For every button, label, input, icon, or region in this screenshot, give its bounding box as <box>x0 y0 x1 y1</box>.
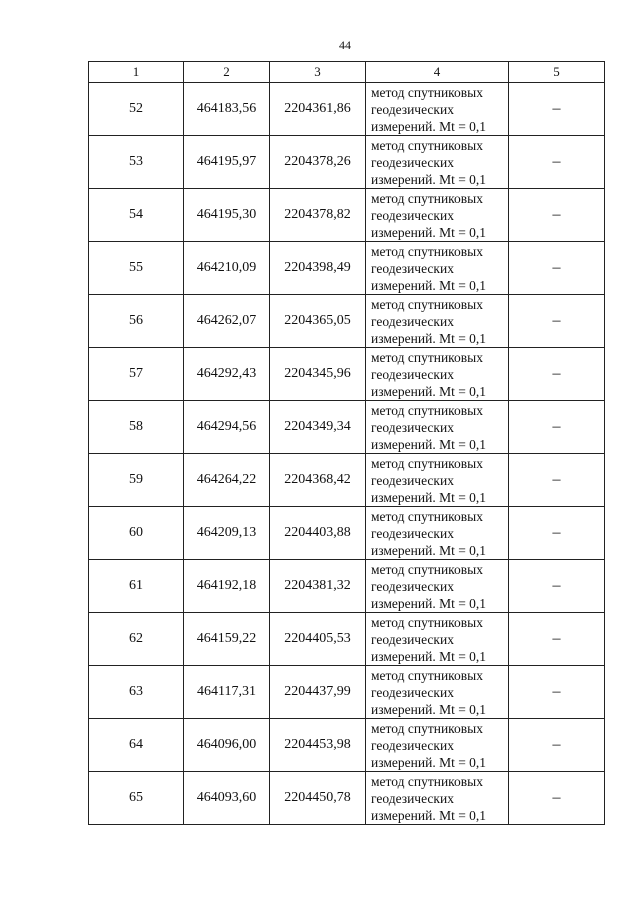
method-text-line: геодезических <box>371 419 454 435</box>
method-text-line: геодезических <box>371 101 454 117</box>
table-row <box>89 295 605 348</box>
method-text-line: геодезических <box>371 525 454 541</box>
point-number-cell: 65 <box>89 772 184 825</box>
point-number-cell: 59 <box>89 454 184 507</box>
method-cell <box>366 719 509 772</box>
table-row <box>89 83 605 136</box>
point-number-cell: 54 <box>89 189 184 242</box>
method-text-line: метод спутниковых <box>371 455 483 471</box>
dash-cell: – <box>509 348 605 401</box>
method-text-line: геодезических <box>371 737 454 753</box>
x-coordinate-cell: 464159,22 <box>184 613 270 666</box>
table-row <box>89 772 605 825</box>
method-text-line: геодезических <box>371 260 454 276</box>
method-cell <box>366 613 509 666</box>
table-row <box>89 666 605 719</box>
method-text-line: геодезических <box>371 366 454 382</box>
dash-cell: – <box>509 772 605 825</box>
method-text-line: метод спутниковых <box>371 508 483 524</box>
method-cell <box>366 507 509 560</box>
method-text-line: метод спутниковых <box>371 137 483 153</box>
column-header-4: 4 <box>366 62 509 83</box>
method-text-line: измерений. Mt = 0,1 <box>371 224 487 240</box>
y-coordinate-cell: 2204403,88 <box>270 507 366 560</box>
dash-cell: – <box>509 507 605 560</box>
method-text-line: геодезических <box>371 154 454 170</box>
table-row <box>89 136 605 189</box>
table-row <box>89 189 605 242</box>
method-text-line: геодезических <box>371 313 454 329</box>
method-text-line: метод спутниковых <box>371 667 483 683</box>
method-text-line: измерений. Mt = 0,1 <box>371 754 487 770</box>
dash-cell: – <box>509 295 605 348</box>
method-text-line: измерений. Mt = 0,1 <box>371 383 487 399</box>
table-row <box>89 719 605 772</box>
method-text-line: метод спутниковых <box>371 190 483 206</box>
method-text-line: метод спутниковых <box>371 349 483 365</box>
method-text-line: метод спутниковых <box>371 614 483 630</box>
x-coordinate-cell: 464195,30 <box>184 189 270 242</box>
x-coordinate-cell: 464183,56 <box>184 83 270 136</box>
method-cell <box>366 189 509 242</box>
page-number: 44 <box>339 38 351 52</box>
y-coordinate-cell: 2204378,82 <box>270 189 366 242</box>
table-row <box>89 242 605 295</box>
method-text-line: метод спутниковых <box>371 296 483 312</box>
y-coordinate-cell: 2204453,98 <box>270 719 366 772</box>
x-coordinate-cell: 464264,22 <box>184 454 270 507</box>
point-number-cell: 61 <box>89 560 184 613</box>
method-cell <box>366 454 509 507</box>
y-coordinate-cell: 2204381,32 <box>270 560 366 613</box>
method-text-line: измерений. Mt = 0,1 <box>371 807 487 823</box>
method-text-line: измерений. Mt = 0,1 <box>371 489 487 505</box>
method-cell <box>366 666 509 719</box>
method-cell <box>366 772 509 825</box>
method-text-line: измерений. Mt = 0,1 <box>371 330 487 346</box>
y-coordinate-cell: 2204361,86 <box>270 83 366 136</box>
x-coordinate-cell: 464096,00 <box>184 719 270 772</box>
method-text-line: геодезических <box>371 472 454 488</box>
y-coordinate-cell: 2204405,53 <box>270 613 366 666</box>
point-number-cell: 63 <box>89 666 184 719</box>
point-number-cell: 56 <box>89 295 184 348</box>
dash-cell: – <box>509 401 605 454</box>
dash-cell: – <box>509 454 605 507</box>
point-number-cell: 58 <box>89 401 184 454</box>
method-text-line: метод спутниковых <box>371 84 483 100</box>
method-text-line: измерений. Mt = 0,1 <box>371 542 487 558</box>
column-header-1: 1 <box>89 62 184 83</box>
y-coordinate-cell: 2204450,78 <box>270 772 366 825</box>
x-coordinate-cell: 464210,09 <box>184 242 270 295</box>
method-text-line: измерений. Mt = 0,1 <box>371 118 487 134</box>
coordinates-table <box>88 61 605 825</box>
dash-cell: – <box>509 83 605 136</box>
method-text-line: измерений. Mt = 0,1 <box>371 648 487 664</box>
method-text-line: геодезических <box>371 684 454 700</box>
x-coordinate-cell: 464292,43 <box>184 348 270 401</box>
y-coordinate-cell: 2204365,05 <box>270 295 366 348</box>
x-coordinate-cell: 464209,13 <box>184 507 270 560</box>
y-coordinate-cell: 2204437,99 <box>270 666 366 719</box>
method-cell <box>366 348 509 401</box>
method-text-line: метод спутниковых <box>371 243 483 259</box>
y-coordinate-cell: 2204378,26 <box>270 136 366 189</box>
dash-cell: – <box>509 666 605 719</box>
table-row <box>89 613 605 666</box>
method-text-line: метод спутниковых <box>371 561 483 577</box>
x-coordinate-cell: 464195,97 <box>184 136 270 189</box>
point-number-cell: 53 <box>89 136 184 189</box>
x-coordinate-cell: 464117,31 <box>184 666 270 719</box>
table-row <box>89 507 605 560</box>
point-number-cell: 57 <box>89 348 184 401</box>
y-coordinate-cell: 2204349,34 <box>270 401 366 454</box>
table-row <box>89 401 605 454</box>
point-number-cell: 64 <box>89 719 184 772</box>
method-text-line: метод спутниковых <box>371 773 483 789</box>
method-text-line: геодезических <box>371 578 454 594</box>
y-coordinate-cell: 2204368,42 <box>270 454 366 507</box>
method-cell <box>366 295 509 348</box>
method-text-line: геодезических <box>371 790 454 806</box>
column-header-2: 2 <box>184 62 270 83</box>
method-text-line: измерений. Mt = 0,1 <box>371 436 487 452</box>
method-text-line: метод спутниковых <box>371 402 483 418</box>
method-text-line: геодезических <box>371 631 454 647</box>
dash-cell: – <box>509 189 605 242</box>
dash-cell: – <box>509 719 605 772</box>
y-coordinate-cell: 2204345,96 <box>270 348 366 401</box>
y-coordinate-cell: 2204398,49 <box>270 242 366 295</box>
method-text-line: метод спутниковых <box>371 720 483 736</box>
method-cell <box>366 560 509 613</box>
point-number-cell: 60 <box>89 507 184 560</box>
method-cell <box>366 242 509 295</box>
method-text-line: геодезических <box>371 207 454 223</box>
method-cell <box>366 83 509 136</box>
x-coordinate-cell: 464192,18 <box>184 560 270 613</box>
column-header-3: 3 <box>270 62 366 83</box>
method-cell <box>366 136 509 189</box>
table-row <box>89 560 605 613</box>
table-row <box>89 454 605 507</box>
method-text-line: измерений. Mt = 0,1 <box>371 277 487 293</box>
method-text-line: измерений. Mt = 0,1 <box>371 595 487 611</box>
table-header-row <box>89 62 605 83</box>
dash-cell: – <box>509 613 605 666</box>
method-cell <box>366 401 509 454</box>
dash-cell: – <box>509 242 605 295</box>
method-text-line: измерений. Mt = 0,1 <box>371 171 487 187</box>
table-body <box>89 83 605 825</box>
x-coordinate-cell: 464294,56 <box>184 401 270 454</box>
dash-cell: – <box>509 560 605 613</box>
table-row <box>89 348 605 401</box>
dash-cell: – <box>509 136 605 189</box>
x-coordinate-cell: 464093,60 <box>184 772 270 825</box>
point-number-cell: 62 <box>89 613 184 666</box>
point-number-cell: 55 <box>89 242 184 295</box>
x-coordinate-cell: 464262,07 <box>184 295 270 348</box>
point-number-cell: 52 <box>89 83 184 136</box>
column-header-5: 5 <box>509 62 605 83</box>
method-text-line: измерений. Mt = 0,1 <box>371 701 487 717</box>
